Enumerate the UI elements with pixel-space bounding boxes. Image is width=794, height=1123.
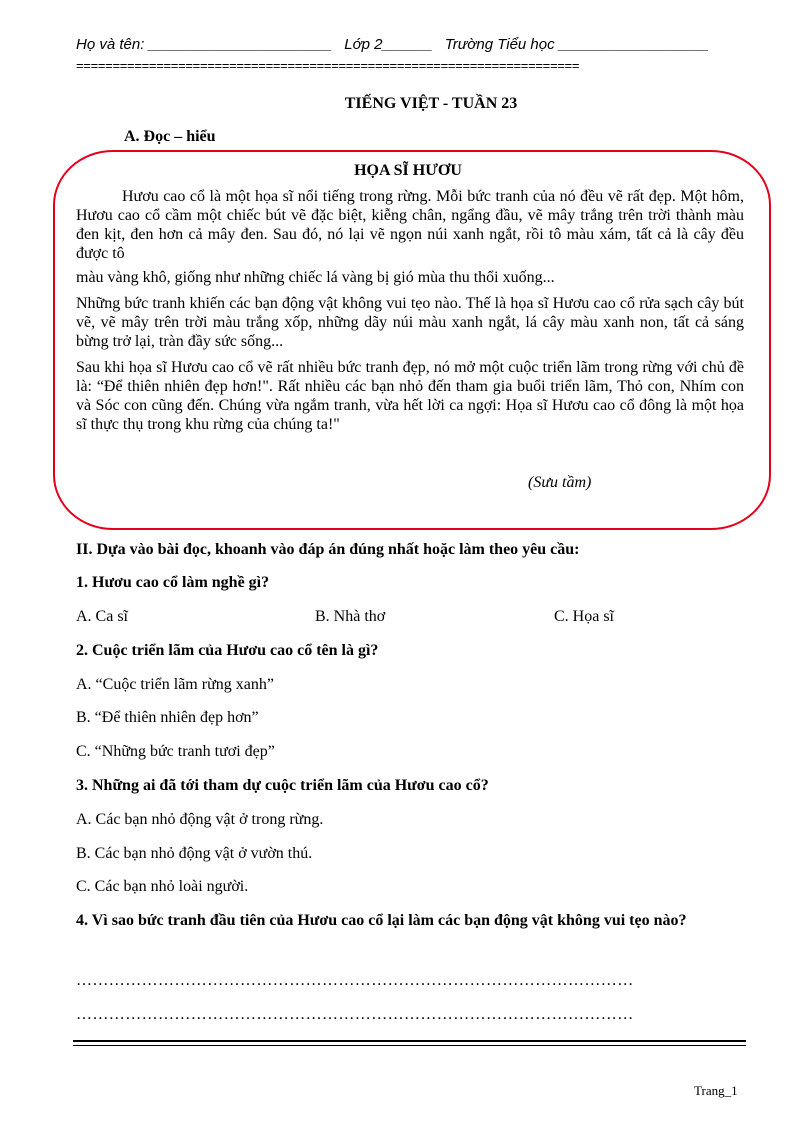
story-paragraph-1: Hươu cao cổ là một họa sĩ nổi tiếng trong rừng. Mỗi bức tranh của nó đều vẽ rất đẹp. Một hôm, Hươu cao cổ cầm một chiếc bút vẽ đặc biệt, kiễng chân, ngẩng đầu, vẽ mây trắng trên trời thành màu đen kịt, đen hơn cả mây đen. Sau đó, nó lại vẽ ngọn núi xanh ngắt, rồi tô màu xám, tất cả là cây đều được tô [76,188,744,262]
story-paragraph-4: Sau khi họa sĩ Hươu cao cổ vẽ rất nhiều bức tranh đẹp, nó mở một cuộc triển lãm trong rừng với chủ đề là: “Để thiên nhiên đẹp hơn!". Rất nhiều các bạn nhỏ đến tham gia buổi triển lãm, Thỏ con, Nhím con và Sóc con cũng đến. Chúng vừa ngắm tranh, vừa hết lời ca ngợi: Họa sĩ Hươu cao cổ đông là một họa sĩ thực thụ trong khu rừng của chúng ta!" [76,359,744,433]
question-1: 1. Hươu cao cổ làm nghề gì? [76,574,270,591]
footer-rule-thin [73,1045,746,1046]
answer-line-2[interactable]: ………………………………………………………………………………………… [76,1006,634,1023]
story-source: (Sưu tầm) [528,474,592,491]
story-title: HỌA SĨ HƯƠU [354,162,462,179]
story-paragraph-2: màu vàng khô, giống như những chiếc lá vàng bị gió mùa thu thổi xuống... [76,269,555,286]
question-3-option-b[interactable]: B. Các bạn nhỏ động vật ở vườn thú. [76,845,313,862]
section-b-heading: II. Dựa vào bài đọc, khoanh vào đáp án đúng nhất hoặc làm theo yêu cầu: [76,541,580,558]
question-2: 2. Cuộc triển lãm của Hươu cao cổ tên là gì? [76,642,379,659]
question-3-option-a[interactable]: A. Các bạn nhỏ động vật ở trong rừng. [76,811,324,828]
name-field: Họ và tên: ______________________ [76,36,333,53]
question-3: 3. Những ai đã tới tham dự cuộc triển lãm của Hươu cao cổ? [76,777,489,794]
school-field: Trường Tiểu học __________________ [444,36,709,53]
story-text [76,187,744,434]
section-a-heading: A. Đọc – hiểu [124,128,216,145]
question-4: 4. Vì sao bức tranh đầu tiên của Hươu cao cổ lại làm các bạn động vật không vui tẹo nào? [76,912,687,929]
answer-line-1[interactable]: ………………………………………………………………………………………… [76,972,634,989]
student-info-header [76,36,738,53]
page-title: TIẾNG VIỆT - TUẦN 23 [344,95,518,112]
question-3-option-c[interactable]: C. Các bạn nhỏ loài người. [76,878,249,895]
question-2-option-b[interactable]: B. “Để thiên nhiên đẹp hơn” [76,709,259,726]
footer-rule-thick [73,1040,746,1042]
question-1-option-a[interactable]: A. Ca sĩ [76,608,128,625]
header-separator: ===================================================================== [76,59,580,73]
page-number: Trang_1 [694,1083,738,1098]
question-1-option-c[interactable]: C. Họa sĩ [554,608,614,625]
question-1-option-b[interactable]: B. Nhà thơ [315,608,386,625]
question-2-option-c[interactable]: C. “Những bức tranh tươi đẹp” [76,743,275,760]
class-field: Lớp 2______ [344,36,433,53]
story-paragraph-3: Những bức tranh khiến các bạn động vật không vui tẹo nào. Thế là họa sĩ Hươu cao cổ rửa sạch cây bút vẽ, vẽ mây trên trời màu trắng xốp, những dãy núi màu xanh ngắt, lá cây màu xanh non, tất cả sáng bừng trở lại, tràn đầy sức sống... [76,295,744,350]
question-2-option-a[interactable]: A. “Cuộc triển lãm rừng xanh” [76,676,274,693]
